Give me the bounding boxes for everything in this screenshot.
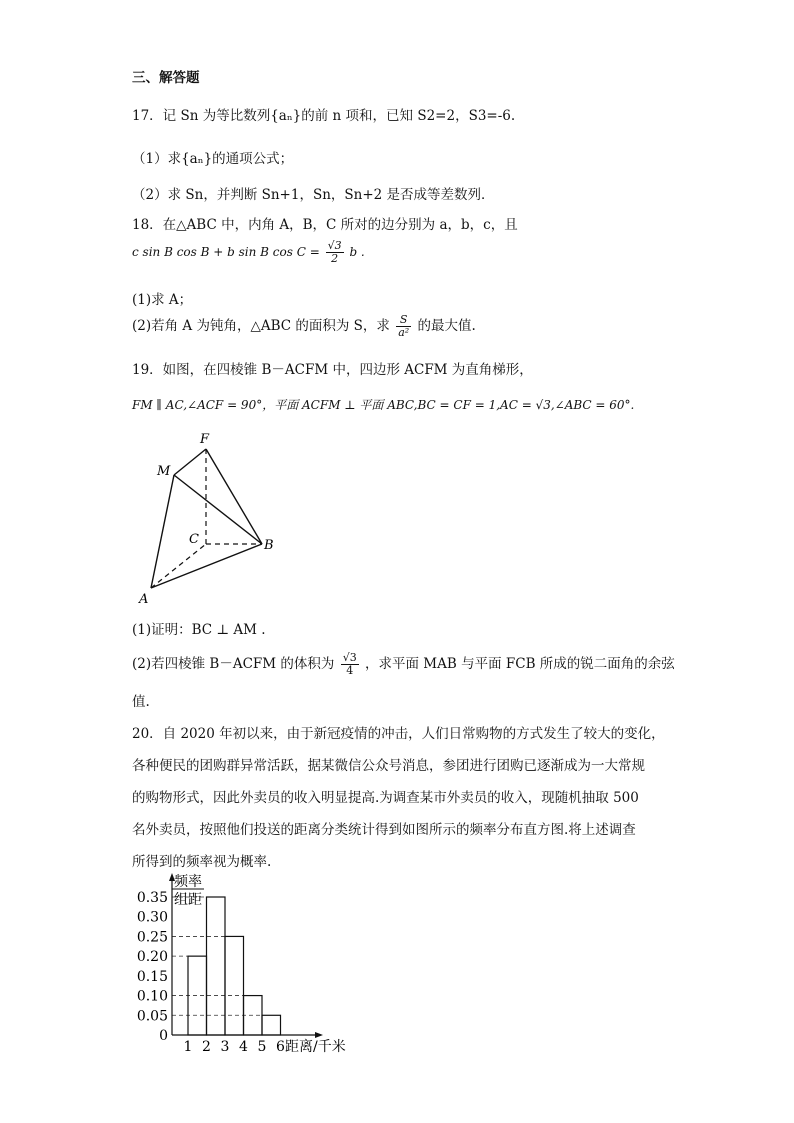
hist-xtick-label: 5: [257, 1039, 267, 1055]
q19-part2-end: 值.: [132, 694, 150, 710]
hist-ylabel-bottom: 组距: [174, 892, 202, 908]
q19-part2-num: √3: [342, 651, 357, 664]
edge-FB: [206, 449, 262, 544]
q19-part2: [132, 652, 675, 677]
hist-bar: [225, 936, 244, 1035]
hist-xtick-label: 1: [183, 1039, 193, 1055]
q18-part2-tail: 的最大值.: [417, 318, 476, 334]
q18-part1: (1)求 A；: [132, 292, 193, 308]
hist-bar: [262, 1015, 281, 1035]
hist-xtick-label: 2: [202, 1039, 211, 1055]
q18-formula-num: √3: [327, 239, 342, 252]
hist-ytick-label: 0.15: [136, 968, 168, 985]
hist-ytick-label: 0.20: [136, 949, 168, 966]
label-C: C: [189, 532, 199, 547]
q19-part2-den: 4: [346, 664, 354, 677]
q18-part2-den: a²: [398, 326, 410, 339]
hist-ytick-label: 0.30: [136, 909, 168, 926]
section-title: 三、解答题: [132, 70, 200, 86]
q18-part2-text: (2)若角 A 为钝角，△ABC 的面积为 S，求: [132, 318, 390, 334]
hist-xtick-label: 6: [276, 1039, 285, 1055]
edge-MF: [174, 449, 206, 475]
q19-part2-text: (2)若四棱锥 B－ACFM 的体积为: [132, 656, 335, 672]
q18-part2: [132, 314, 476, 339]
q18-formula: [132, 240, 365, 265]
q19-conditions: FM ∥ AC,∠ACF = 90°，平面 ACFM ⊥ 平面 ABC,BC = CF = 1,AC = √3,∠ABC = 60°.: [132, 398, 635, 412]
hist-ytick-label: 0.10: [136, 988, 168, 1005]
q20-line5: 所得到的频率视为概率.: [132, 854, 272, 870]
q17-part2: （2）求 Sn，并判断 Sn+1，Sn，Sn+2 是否成等差数列．: [132, 187, 495, 203]
hist-bar: [207, 897, 226, 1035]
q20-line3: 的购物形式，因此外卖员的收入明显提高.为调查某市外卖员的收入，现随机抽取 500: [132, 790, 639, 806]
edge-AB: [151, 544, 262, 588]
q19-part1: (1)证明：BC ⊥ AM .: [132, 622, 266, 638]
label-M: M: [157, 464, 171, 479]
q17-part1: （1）求{aₙ}的通项公式；: [132, 151, 294, 167]
hist-x-arrow: [315, 1032, 323, 1038]
q20-line4: 名外卖员，按照他们投送的距离分类统计得到如图所示的频率分布直方图.将上述调查: [132, 822, 636, 838]
q18-formula-den: 2: [331, 252, 339, 265]
edge-MA: [151, 475, 174, 588]
edge-MB: [174, 475, 262, 544]
frequency-histogram: [130, 870, 370, 1060]
hist-ytick-label: 0.35: [136, 890, 168, 906]
hist-xtick-label: 4: [239, 1039, 248, 1055]
q18-part2-fraction: [396, 314, 411, 339]
hist-ytick-label: 0: [159, 1028, 168, 1044]
pyramid-figure: [130, 425, 290, 610]
label-A: A: [139, 592, 149, 607]
q20-line1: 20．自 2020 年初以来，由于新冠疫情的冲击，人们日常购物的方式发生了较大的变化，: [132, 726, 665, 742]
hist-ytick-label: 0.05: [136, 1008, 168, 1025]
hist-xlabel: 距离/千米: [285, 1039, 346, 1055]
q17-stem: 17．记 Sn 为等比数列{aₙ}的前 n 项和，已知 S2=2，S3=-6.: [132, 108, 516, 124]
hist-ytick-label: 0.25: [136, 929, 168, 946]
q18-stem: 18．在△ABC 中，内角 A，B，C 所对的边分别为 a，b，c，且: [132, 217, 518, 233]
label-B: B: [264, 538, 274, 553]
hist-xtick-label: 3: [220, 1039, 230, 1055]
q19-stem: 19．如图，在四棱锥 B－ACFM 中，四边形 ACFM 为直角梯形，: [132, 362, 533, 378]
q19-part2-tail: ，求平面 MAB 与平面 FCB 所成的锐二面角的余弦: [365, 656, 675, 672]
q19-part2-fraction: [341, 652, 359, 677]
q20-line2: 各种便民的团购群异常活跃，据某微信公众号消息，参团进行团购已逐渐成为一大常规: [132, 758, 645, 774]
hist-ylabel-top: 频率: [174, 874, 202, 890]
q18-formula-left: c sin B cos B + b sin B cos C =: [132, 245, 320, 259]
q18-formula-tail: b .: [349, 245, 365, 259]
q18-part2-num: S: [396, 314, 411, 327]
label-F: F: [200, 432, 210, 447]
q18-formula-fraction: [326, 240, 344, 265]
